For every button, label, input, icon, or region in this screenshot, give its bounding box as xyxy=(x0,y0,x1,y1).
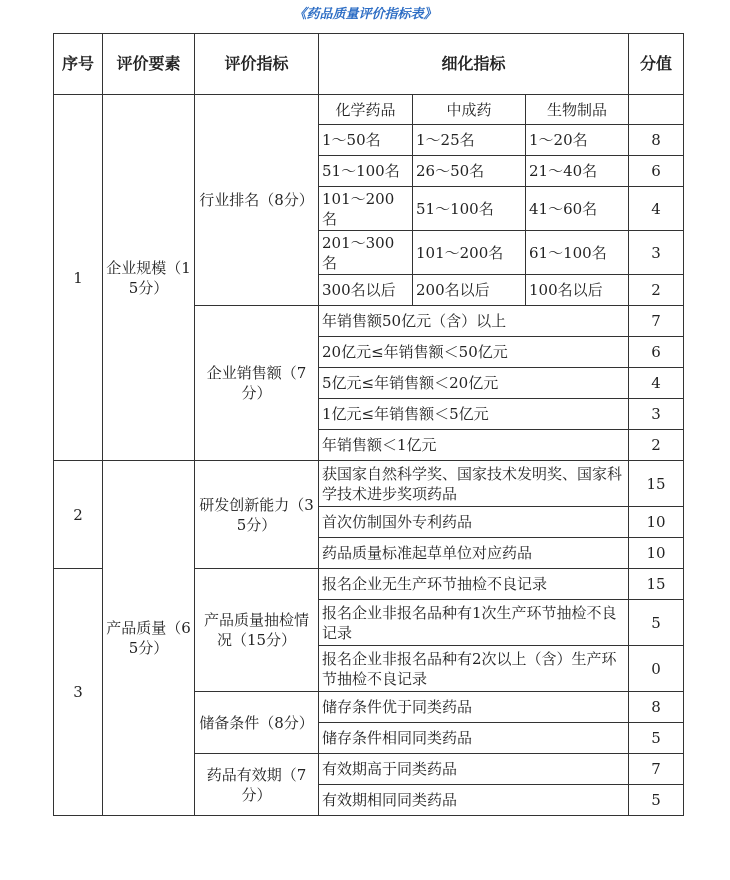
bio-cell: 21～40名 xyxy=(526,156,629,187)
tcm-cell: 200名以后 xyxy=(413,275,526,306)
detail-cell: 储存条件优于同类药品 xyxy=(319,692,629,723)
score-cell: 7 xyxy=(629,306,684,337)
detail-cell: 储存条件相同同类药品 xyxy=(319,723,629,754)
score-cell: 4 xyxy=(629,368,684,399)
indicator-cell: 研发创新能力（35分） xyxy=(195,461,319,569)
sub-header-bio: 生物制品 xyxy=(526,95,629,125)
score-cell: 5 xyxy=(629,723,684,754)
score-cell: 7 xyxy=(629,754,684,785)
score-cell: 6 xyxy=(629,337,684,368)
group-no: 3 xyxy=(54,569,103,816)
chem-cell: 300名以后 xyxy=(319,275,413,306)
detail-cell: 药品质量标准起草单位对应药品 xyxy=(319,538,629,569)
bio-cell: 61～100名 xyxy=(526,231,629,275)
detail-cell: 有效期高于同类药品 xyxy=(319,754,629,785)
element-cell: 企业规模（15分） xyxy=(103,95,195,461)
bio-cell: 100名以后 xyxy=(526,275,629,306)
table-row xyxy=(54,95,684,125)
header-no: 序号 xyxy=(54,34,103,95)
table-row xyxy=(54,461,684,507)
score-cell: 2 xyxy=(629,275,684,306)
score-cell: 5 xyxy=(629,600,684,646)
chem-cell: 51～100名 xyxy=(319,156,413,187)
bio-cell: 1～20名 xyxy=(526,125,629,156)
detail-cell: 报名企业无生产环节抽检不良记录 xyxy=(319,569,629,600)
page-title: 《药品质量评价指标表》 xyxy=(293,7,437,22)
tcm-cell: 51～100名 xyxy=(413,187,526,231)
detail-cell: 报名企业非报名品种有2次以上（含）生产环节抽检不良记录 xyxy=(319,646,629,692)
score-cell: 4 xyxy=(629,187,684,231)
header-detail: 细化指标 xyxy=(319,34,629,95)
header-indicator: 评价指标 xyxy=(195,34,319,95)
empty-score-cell xyxy=(629,95,684,125)
detail-cell: 5亿元≤年销售额＜20亿元 xyxy=(319,368,629,399)
detail-cell: 20亿元≤年销售额＜50亿元 xyxy=(319,337,629,368)
score-cell: 5 xyxy=(629,785,684,816)
detail-cell: 1亿元≤年销售额＜5亿元 xyxy=(319,399,629,430)
score-cell: 6 xyxy=(629,156,684,187)
chem-cell: 1～50名 xyxy=(319,125,413,156)
detail-cell: 年销售额50亿元（含）以上 xyxy=(319,306,629,337)
bio-cell: 41～60名 xyxy=(526,187,629,231)
detail-cell: 年销售额＜1亿元 xyxy=(319,430,629,461)
score-cell: 3 xyxy=(629,399,684,430)
header-row xyxy=(54,34,684,95)
header-element: 评价要素 xyxy=(103,34,195,95)
chem-cell: 201～300名 xyxy=(319,231,413,275)
sub-header-chem: 化学药品 xyxy=(319,95,413,125)
detail-cell: 有效期相同同类药品 xyxy=(319,785,629,816)
score-cell: 0 xyxy=(629,646,684,692)
indicator-cell: 药品有效期（7分） xyxy=(195,754,319,816)
score-cell: 3 xyxy=(629,231,684,275)
group-no: 1 xyxy=(54,95,103,461)
header-score: 分值 xyxy=(629,34,684,95)
score-cell: 8 xyxy=(629,692,684,723)
score-cell: 15 xyxy=(629,461,684,507)
score-cell: 8 xyxy=(629,125,684,156)
tcm-cell: 101～200名 xyxy=(413,231,526,275)
detail-cell: 首次仿制国外专利药品 xyxy=(319,507,629,538)
score-cell: 10 xyxy=(629,538,684,569)
detail-cell: 获国家自然科学奖、国家技术发明奖、国家科学技术进步奖项药品 xyxy=(319,461,629,507)
tcm-cell: 26～50名 xyxy=(413,156,526,187)
indicator-cell: 储备条件（8分） xyxy=(195,692,319,754)
tcm-cell: 1～25名 xyxy=(413,125,526,156)
element-cell: 产品质量（65分） xyxy=(103,461,195,816)
score-cell: 2 xyxy=(629,430,684,461)
detail-cell: 报名企业非报名品种有1次生产环节抽检不良记录 xyxy=(319,600,629,646)
chem-cell: 101～200名 xyxy=(319,187,413,231)
sub-header-tcm: 中成药 xyxy=(413,95,526,125)
evaluation-table xyxy=(53,33,684,816)
group-no: 2 xyxy=(54,461,103,569)
score-cell: 10 xyxy=(629,507,684,538)
indicator-cell: 企业销售额（7分） xyxy=(195,306,319,461)
indicator-cell: 行业排名（8分） xyxy=(195,95,319,306)
score-cell: 15 xyxy=(629,569,684,600)
indicator-cell: 产品质量抽检情况（15分） xyxy=(195,569,319,692)
